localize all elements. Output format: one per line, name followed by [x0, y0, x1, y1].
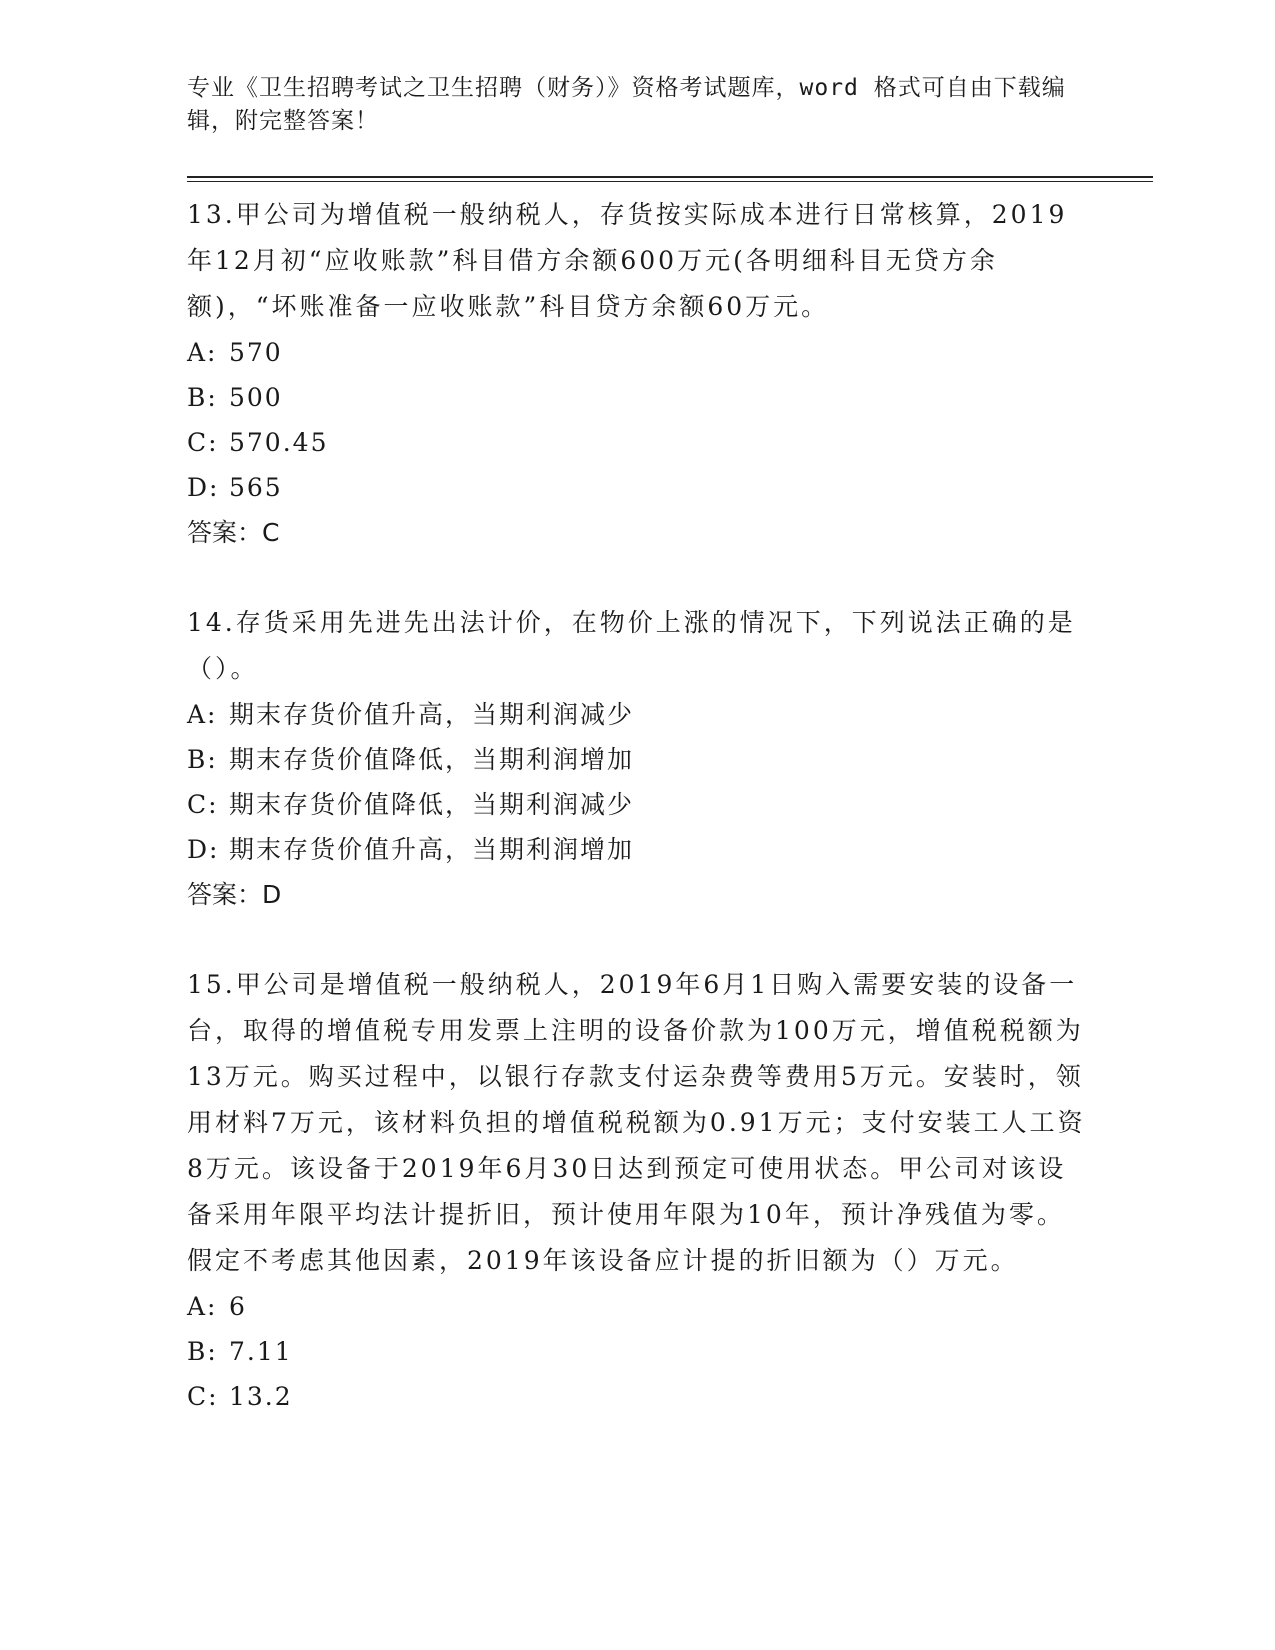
option-value: 期末存货价值升高，当期利润减少	[229, 700, 635, 729]
option-label: C:	[187, 1382, 219, 1411]
option-d	[187, 465, 1087, 510]
option-label: C:	[187, 790, 219, 819]
option-label: A:	[187, 700, 218, 729]
option-value: 6	[229, 1292, 247, 1321]
option-value: 570.45	[229, 428, 329, 457]
option-value: 570	[229, 338, 283, 367]
option-b	[187, 1329, 1087, 1374]
option-value: 13.2	[229, 1382, 293, 1411]
question-13	[187, 192, 1087, 556]
option-a	[187, 692, 1087, 737]
option-label: B:	[187, 1337, 218, 1366]
option-value: 565	[229, 473, 283, 502]
option-label: B:	[187, 383, 218, 412]
header-text: 专业《卫生招聘考试之卫生招聘（财务）》资格考试题库，word 格式可自由下载编辑，附完整答案！	[187, 75, 1066, 134]
question-text: 14.存货采用先进先出法计价，在物价上涨的情况下，下列说法正确的是（）。	[187, 608, 1076, 683]
option-value: 期末存货价值降低，当期利润增加	[229, 745, 635, 774]
header-rule-thick	[187, 176, 1153, 178]
option-a	[187, 1284, 1087, 1329]
option-label: B:	[187, 745, 218, 774]
option-label: C:	[187, 428, 219, 457]
option-d	[187, 827, 1087, 872]
question-text: 13.甲公司为增值税一般纳税人，存货按实际成本进行日常核算，2019年12月初“应收账款”科目借方余额600万元(各明细科目无贷方余额)，“坏账准备一应收账款”科目贷方余额60万元。	[187, 200, 1068, 321]
header-rule-thin	[187, 181, 1153, 182]
option-label: A:	[187, 338, 218, 367]
spacer	[187, 556, 1087, 600]
answer: 答案：D	[187, 880, 282, 909]
option-value: 7.11	[229, 1337, 293, 1366]
question-list	[187, 192, 1087, 1419]
question-14	[187, 600, 1087, 918]
option-b	[187, 375, 1087, 420]
option-b	[187, 737, 1087, 782]
option-label: D:	[187, 473, 220, 502]
answer: 答案：C	[187, 518, 280, 547]
option-c	[187, 1374, 1087, 1419]
option-value: 期末存货价值升高，当期利润增加	[229, 835, 635, 864]
option-label: D:	[187, 835, 220, 864]
spacer	[187, 918, 1087, 962]
option-value: 期末存货价值降低，当期利润减少	[229, 790, 635, 819]
option-a	[187, 330, 1087, 375]
option-c	[187, 420, 1087, 465]
question-15	[187, 962, 1087, 1419]
document-header	[187, 72, 1087, 138]
question-text: 15.甲公司是增值税一般纳税人，2019年6月1日购入需要安装的设备一台，取得的增值税专用发票上注明的设备价款为100万元，增值税税额为13万元。购买过程中，以银行存款支付运杂费等费用5万元。安装时，领用材料7万元，该材料负担的增值税税额为0.91万元；支付安装工人工资8万元。该设备于2019年6月30日达到预定可使用状态。甲公司对该设备采用年限平均法计提折旧，预计使用年限为10年，预计净残值为零。假定不考虑其他因素，2019年该设备应计提的折旧额为（）万元。	[187, 970, 1086, 1275]
option-value: 500	[229, 383, 283, 412]
option-label: A:	[187, 1292, 218, 1321]
option-c	[187, 782, 1087, 827]
